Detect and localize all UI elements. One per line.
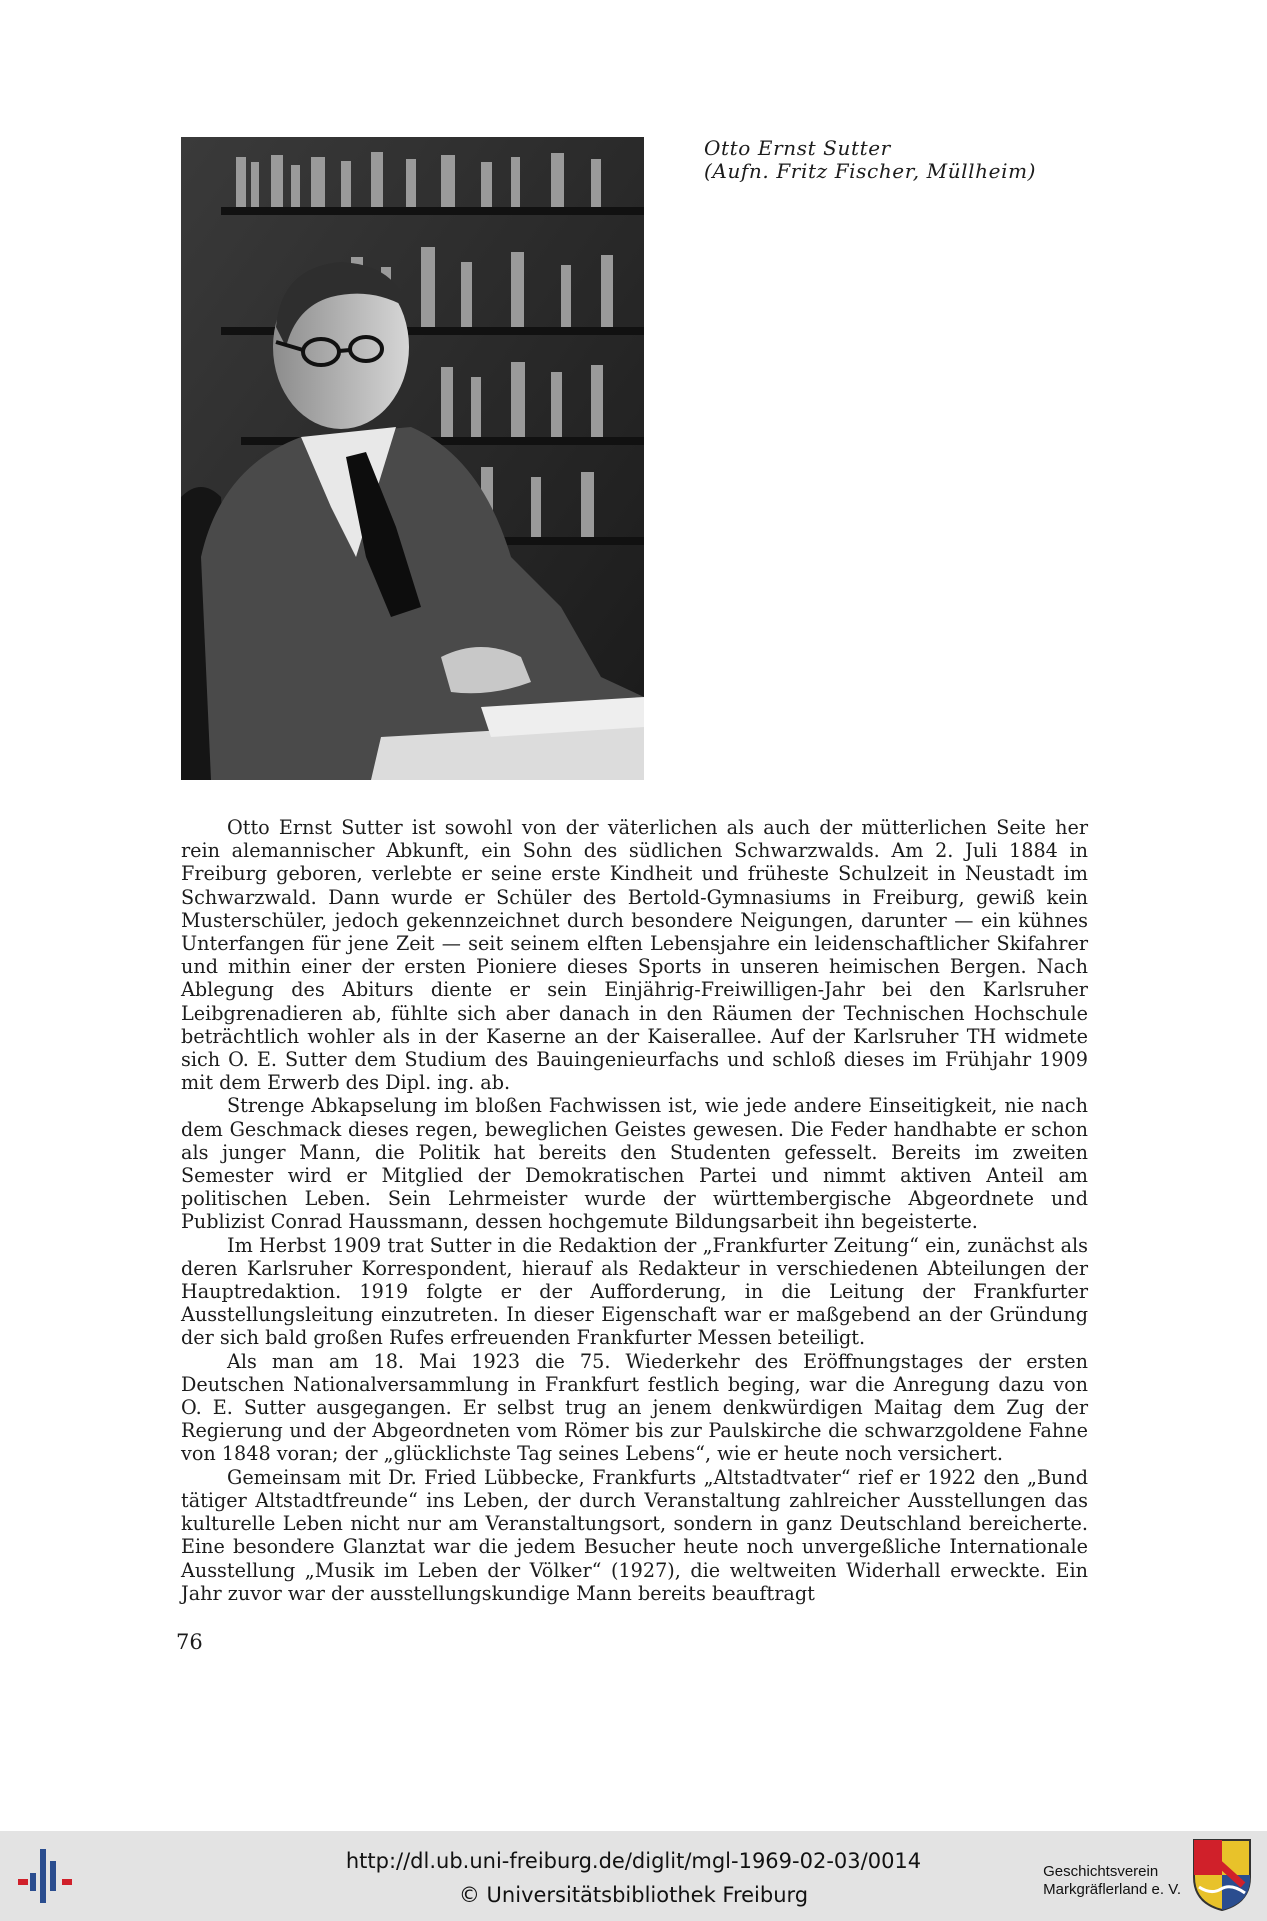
paragraph: Als man am 18. Mai 1923 die 75. Wiederkehr des Eröffnungstages der ersten Deutschen Nationalversammlung in Frankfurt festlich beging, war die Anregung dazu von O. E. Sutter ausgegangen. Er selbst trug an jenem denkwürdigen Maitag dem Zug der Regierung und der Abgeordneten vom Römer bis zur Paulskirche die schwarzgoldene Fahne von 1848 voran; der „glücklichste Tag seines Lebens“, wie er heute noch versichert. — [181, 1349, 1088, 1466]
paragraph: Otto Ernst Sutter ist sowohl von der väterlichen als auch der mütterlichen Seite her rein alemannischer Abkunft, ein Sohn des südlichen Schwarzwalds. Am 2. Juli 1884 in Freiburg geboren, verlebte er seine erste Kindheit und früheste Schulzeit in Neustadt im Schwarzwald. Dann wurde er Schüler des Bertold-Gymnasiums in Freiburg, gewiß kein Musterschüler, jedoch gekennzeichnet durch besondere Neigungen, darunter — ein kühnes Unterfangen für jene Zeit — seit seinem elften Lebensjahre ein leidenschaftlicher Skifahrer und mithin einer der ersten Pioniere dieses Sports in unseren heimischen Bergen. Nach Ablegung des Abiturs diente er sein Einjährig-Freiwilligen-Jahr bei den Karlsruher Leibgrenadieren ab, fühlte sich aber danach in den Räumen der Technischen Hochschule beträchtlich wohler als in der Kaserne an der Kaiserallee. Auf der Karlsruher TH widmete sich O. E. Sutter dem Studium des Bauingenieurfachs und schloß dieses im Frühjahr 1909 mit dem Erwerb des Dipl. ing. ab. — [181, 816, 1088, 1095]
copyright-text: © Universitätsbibliothek Freiburg — [458, 1883, 809, 1907]
society-line-1: Geschichtsverein — [1043, 1863, 1159, 1880]
coat-of-arms-icon[interactable] — [1191, 1837, 1253, 1913]
document-url-link[interactable]: http://dl.ub.uni-freiburg.de/diglit/mgl-1969-02-03/0014 — [345, 1849, 922, 1873]
society-line-2: Markgräflerland e. V. — [1043, 1881, 1181, 1898]
photo-caption — [704, 137, 1064, 183]
portrait-photo — [181, 137, 644, 780]
paragraph: Gemeinsam mit Dr. Fried Lübbecke, Frankfurts „Altstadtvater“ rief er 1922 den „Bund tätiger Altstadtfreunde“ ins Leben, der durch Veranstaltung zahlreicher Ausstellungen das kulturelle Leben nicht nur am Veranstaltungsort, sondern in ganz Deutschland bereicherte. Eine besondere Glanztat war die jedem Besucher heute noch unvergeßliche Internationale Ausstellung „Musik im Leben der Völker“ (1927), die weltweiten Widerhall erweckte. Ein Jahr zuvor war der ausstellungskundige Mann bereits beauftragt — [181, 1465, 1088, 1605]
caption-name: Otto Ernst Sutter — [704, 136, 891, 160]
paragraph: Im Herbst 1909 trat Sutter in die Redaktion der „Frankfurter Zeitung“ ein, zunächst als deren Karlsruher Korrespondent, hierauf als Redakteur in verschiedenen Abteilungen der Hauptredaktion. 1919 folgte er der Aufforderung, in die Leitung der Frankfurter Ausstellungsleitung einzutreten. In dieser Eigenschaft war er maßgebend an der Gründung der sich bald großen Rufes erfreuenden Frankfurter Messen beteiligt. — [181, 1233, 1088, 1350]
portrait-photo-graphic — [181, 137, 644, 780]
footer-bar — [0, 1831, 1267, 1921]
paragraph: Strenge Abkapselung im bloßen Fachwissen ist, wie jede andere Einseitigkeit, nie nach dem Geschmack dieses regen, beweglichen Geistes gewesen. Die Feder handhabte er schon als junger Mann, die Politik hat bereits den Studenten gefesselt. Bereits im zweiten Semester wird er Mitglied der Demokratischen Partei und nimmt aktiven Anteil am politischen Leben. Sein Lehrmeister wurde der württembergische Abgeordnete und Publizist Conrad Haussmann, dessen hochgemute Bildungsarbeit ihn begeisterte. — [181, 1094, 1088, 1234]
article-body — [181, 816, 1088, 1605]
caption-credit: (Aufn. Fritz Fischer, Müllheim) — [704, 159, 1037, 183]
page-number: 76 — [176, 1630, 203, 1654]
society-name — [1043, 1863, 1181, 1899]
